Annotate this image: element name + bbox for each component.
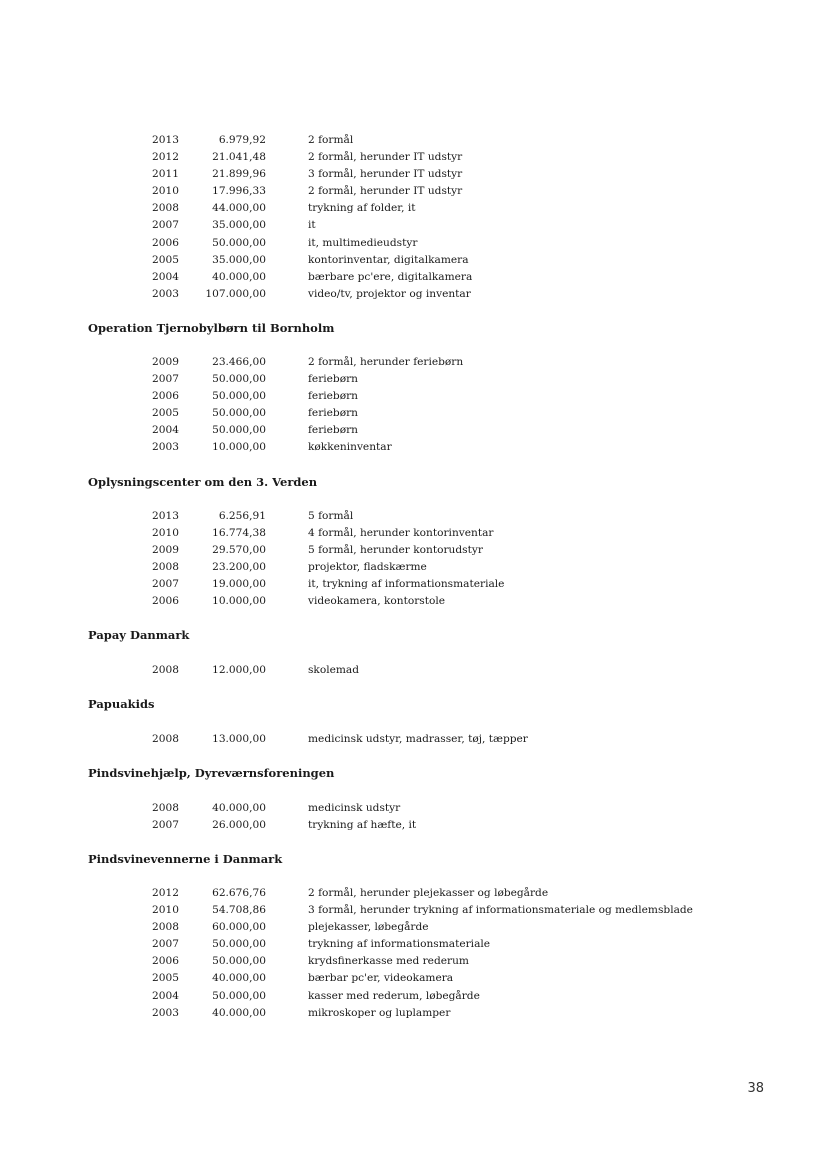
- grant-purpose: bærbare pc'ere, digitalkamera: [308, 270, 473, 283]
- grant-row: [0, 800, 825, 817]
- grant-amount: 10.000,00: [212, 441, 266, 454]
- grant-amount: 40.000,00: [212, 270, 266, 283]
- organization-heading: Papuakids: [88, 697, 155, 711]
- grant-amount: 23.200,00: [212, 561, 266, 574]
- grant-rows: [0, 354, 825, 457]
- grant-year: 2003: [152, 1006, 179, 1019]
- grant-year: 2007: [152, 373, 179, 386]
- grant-purpose: projektor, fladskærme: [308, 561, 427, 574]
- grant-purpose: video/tv, projektor og inventar: [308, 287, 471, 300]
- grant-amount: 50.000,00: [212, 373, 266, 386]
- grant-purpose: it: [308, 219, 316, 232]
- grant-year: 2003: [152, 441, 179, 454]
- grant-row: [0, 252, 825, 269]
- grant-purpose: bærbar pc'er, videokamera: [308, 972, 454, 985]
- grant-year: 2006: [152, 955, 179, 968]
- grant-purpose: feriebørn: [308, 407, 358, 420]
- grant-year: 2008: [152, 802, 179, 814]
- grant-amount: 60.000,00: [212, 921, 266, 934]
- grant-purpose: krydsfinerkasse med rederum: [308, 955, 469, 968]
- grant-purpose: medicinsk udstyr: [308, 802, 401, 814]
- grant-row: [0, 731, 825, 748]
- grant-row: [0, 149, 825, 166]
- grant-row: [0, 919, 825, 936]
- grant-amount: 44.000,00: [212, 202, 266, 215]
- grant-amount: 35.000,00: [212, 219, 266, 232]
- grant-purpose: trykning af folder, it: [308, 202, 416, 215]
- grant-year: 2010: [152, 904, 179, 917]
- grant-amount: 50.000,00: [212, 938, 266, 951]
- grant-rows: [0, 508, 825, 611]
- grant-amount: 21.899,96: [212, 168, 266, 181]
- grant-amount: 35.000,00: [212, 253, 266, 266]
- grant-year: 2003: [152, 287, 179, 300]
- grant-year: 2005: [152, 972, 179, 985]
- grant-amount: 50.000,00: [212, 407, 266, 420]
- grant-year: 2012: [152, 887, 179, 899]
- grant-purpose: feriebørn: [308, 424, 358, 437]
- grant-purpose: mikroskoper og luplamper: [308, 1006, 451, 1019]
- grant-year: 2013: [152, 134, 179, 146]
- grant-row: [0, 576, 825, 593]
- grant-amount: 107.000,00: [205, 287, 266, 300]
- grant-year: 2006: [152, 595, 179, 608]
- organization-heading: Operation Tjernobylbørn til Bornholm: [88, 321, 335, 335]
- grant-year: 2004: [152, 989, 179, 1002]
- grant-amount: 50.000,00: [212, 236, 266, 249]
- grant-row: [0, 525, 825, 542]
- grant-purpose: 5 formål, herunder kontorudstyr: [308, 544, 483, 557]
- grant-purpose: videokamera, kontorstole: [308, 595, 446, 608]
- grant-row: [0, 902, 825, 919]
- grant-row: [0, 166, 825, 183]
- grant-year: 2009: [152, 544, 179, 557]
- grant-amount: 6.979,92: [218, 134, 266, 146]
- grant-amount: 50.000,00: [212, 955, 266, 968]
- grant-row: [0, 405, 825, 422]
- grant-row: [0, 354, 825, 371]
- grant-purpose: 2 formål, herunder feriebørn: [308, 356, 464, 368]
- grant-purpose: skolemad: [308, 664, 360, 676]
- grant-purpose: it, trykning af informationsmateriale: [308, 578, 505, 591]
- grant-year: 2006: [152, 236, 179, 249]
- grant-row: [0, 439, 825, 456]
- organization-heading: Pindsvinehjælp, Dyreværnsforeningen: [88, 766, 335, 780]
- grant-year: 2012: [152, 151, 179, 164]
- grant-purpose: plejekasser, løbegårde: [308, 921, 429, 934]
- grant-rows: [0, 800, 825, 834]
- grant-amount: 54.708,86: [212, 904, 266, 917]
- grant-purpose: medicinsk udstyr, madrasser, tøj, tæpper: [308, 733, 528, 745]
- grant-rows: [0, 885, 825, 1022]
- grant-purpose: it, multimedieudstyr: [308, 236, 418, 249]
- organization-heading: Oplysningscenter om den 3. Verden: [88, 475, 318, 489]
- grant-row: [0, 217, 825, 234]
- grant-year: 2007: [152, 938, 179, 951]
- grant-amount: 40.000,00: [212, 972, 266, 985]
- grant-row: [0, 953, 825, 970]
- grant-purpose: kasser med rederum, løbegårde: [308, 989, 480, 1002]
- grant-row: [0, 200, 825, 217]
- grant-year: 2010: [152, 185, 179, 198]
- grant-row: [0, 371, 825, 388]
- grant-year: 2007: [152, 219, 179, 232]
- grant-year: 2008: [152, 561, 179, 574]
- grant-amount: 12.000,00: [212, 664, 266, 676]
- grant-year: 2008: [152, 921, 179, 934]
- grant-row: [0, 988, 825, 1005]
- grant-purpose: 4 formål, herunder kontorinventar: [308, 527, 494, 540]
- grant-row: [0, 559, 825, 576]
- grant-amount: 29.570,00: [212, 544, 266, 557]
- grant-purpose: 2 formål, herunder IT udstyr: [308, 151, 463, 164]
- grant-row: [0, 132, 825, 149]
- grant-row: [0, 1005, 825, 1022]
- grant-year: 2013: [152, 510, 179, 522]
- grant-purpose: køkkeninventar: [308, 441, 392, 454]
- grant-row: [0, 542, 825, 559]
- grant-purpose: trykning af informationsmateriale: [308, 938, 491, 951]
- grant-row: [0, 388, 825, 405]
- grant-year: 2011: [152, 168, 179, 181]
- grant-year: 2005: [152, 253, 179, 266]
- grant-purpose: 5 formål: [308, 510, 354, 522]
- grant-purpose: 2 formål, herunder plejekasser og løbegårde: [308, 887, 549, 899]
- grant-year: 2007: [152, 819, 179, 832]
- grant-row: [0, 593, 825, 610]
- grant-amount: 6.256,91: [218, 510, 266, 522]
- grant-row: [0, 970, 825, 987]
- grant-year: 2006: [152, 390, 179, 403]
- grant-purpose: kontorinventar, digitalkamera: [308, 253, 469, 266]
- grant-year: 2005: [152, 407, 179, 420]
- grant-purpose: 3 formål, herunder IT udstyr: [308, 168, 463, 181]
- grant-amount: 17.996,33: [212, 185, 266, 198]
- grant-amount: 40.000,00: [212, 802, 266, 814]
- grant-purpose: 2 formål: [308, 134, 354, 146]
- grant-amount: 40.000,00: [212, 1006, 266, 1019]
- grant-year: 2010: [152, 527, 179, 540]
- grant-rows: [0, 132, 825, 303]
- grant-year: 2004: [152, 270, 179, 283]
- grant-year: 2009: [152, 356, 179, 368]
- grant-amount: 21.041,48: [212, 151, 266, 164]
- grant-row: [0, 817, 825, 834]
- grant-purpose: feriebørn: [308, 373, 358, 386]
- grant-purpose: 2 formål, herunder IT udstyr: [308, 185, 463, 198]
- grant-purpose: 3 formål, herunder trykning af informationsmateriale og medlemsblade: [308, 904, 693, 917]
- grant-rows: [0, 662, 825, 679]
- grant-year: 2008: [152, 202, 179, 215]
- grant-amount: 62.676,76: [212, 887, 266, 899]
- grant-amount: 10.000,00: [212, 595, 266, 608]
- grant-amount: 50.000,00: [212, 390, 266, 403]
- page-number: 38: [747, 1081, 764, 1096]
- grant-year: 2004: [152, 424, 179, 437]
- grant-row: [0, 662, 825, 679]
- grant-purpose: feriebørn: [308, 390, 358, 403]
- grant-year: 2007: [152, 578, 179, 591]
- grant-amount: 16.774,38: [212, 527, 266, 540]
- grant-row: [0, 269, 825, 286]
- organization-heading: Papay Danmark: [88, 628, 190, 642]
- grant-row: [0, 508, 825, 525]
- grant-year: 2008: [152, 733, 179, 745]
- grant-amount: 13.000,00: [212, 733, 266, 745]
- grant-amount: 50.000,00: [212, 989, 266, 1002]
- grant-amount: 19.000,00: [212, 578, 266, 591]
- grant-row: [0, 235, 825, 252]
- grant-amount: 50.000,00: [212, 424, 266, 437]
- grant-row: [0, 286, 825, 303]
- grant-row: [0, 936, 825, 953]
- grant-year: 2008: [152, 664, 179, 676]
- grant-rows: [0, 731, 825, 748]
- organization-heading: Pindsvinevennerne i Danmark: [88, 852, 283, 866]
- grant-row: [0, 422, 825, 439]
- grant-row: [0, 183, 825, 200]
- grant-amount: 26.000,00: [212, 819, 266, 832]
- grant-amount: 23.466,00: [212, 356, 266, 368]
- grant-row: [0, 885, 825, 902]
- grant-purpose: trykning af hæfte, it: [308, 819, 417, 832]
